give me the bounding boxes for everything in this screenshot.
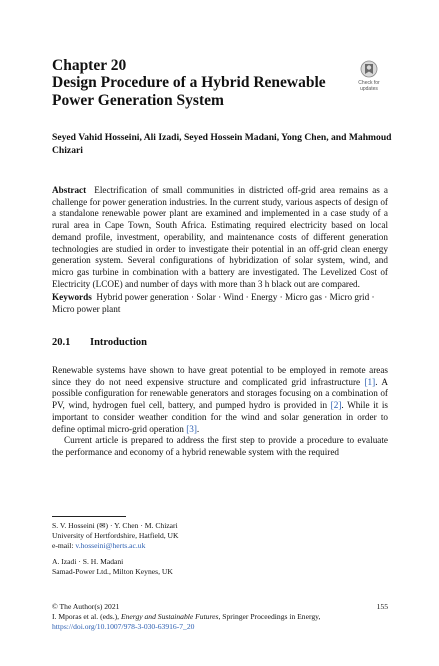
abstract-text: Electrification of small communities in districted off-grid area remains as a challenge for power generation industries. In the current study, various aspects of design of a standalone renewable power plant are examined and implemented in a case study of a rural area in Cape Town, South Africa. Estimating required electricity based on local demand profile, investment, operability, and maintenance costs of different generation technologies are studied in order to investigate their potential in an off-grid clean energy generation system. Several configurations of hybridization of solar system, wind, and micro gas turbine in combination with a battery are investigated. The Levelized Cost of Electricity (LCOE) and number of days with more than 3 h black out are compared. (52, 185, 388, 289)
footnote-divider (52, 516, 126, 517)
section-title: Introduction (90, 337, 147, 348)
citation-series: , Springer Proceedings in Energy, (218, 612, 321, 621)
paragraph-2: Current article is prepared to address the first step to provide a procedure to evaluate the performance and economy of a hybrid renewable system with the required (52, 435, 388, 457)
doi-link[interactable]: https://doi.org/10.1007/978-3-030-63916-7_20 (52, 622, 195, 631)
affiliation-block-1 (52, 521, 388, 551)
badge-line-1: Check for (358, 80, 380, 86)
citation-link-2[interactable]: [2] (330, 400, 342, 411)
paragraph-1 (52, 365, 388, 435)
citation-link-3[interactable]: [3] (186, 423, 197, 434)
citation-link-1[interactable]: [1] (364, 376, 376, 387)
author-list: Seyed Vahid Hosseini, Ali Izadi, Seyed Hossein Madani, Yong Chen, and Mahmoud Chizari (52, 132, 392, 156)
page-number: 155 (376, 602, 388, 611)
paragraph-1-part-b: . A possible configuration for renewable generators and storages focusing on a combination of PV, wind, hydrogen fuel cell, battery, and pumped hydro is provided in (52, 376, 388, 411)
page-footer (52, 602, 388, 632)
paragraph-1-part-d: . (196, 423, 200, 434)
chapter-title: Design Procedure of a Hybrid Renewable Power Generation System (52, 74, 326, 109)
keywords-text: Hybrid power generation · Solar · Wind · Energy · Micro gas · Micro grid · Micro power plant (52, 292, 375, 314)
copyright: © The Author(s) 2021 (52, 602, 120, 611)
chapter-label: Chapter 20 (52, 57, 127, 74)
section-heading (52, 337, 147, 348)
affiliation-1-institution: University of Hertfordshire, Hatfield, UK (52, 531, 179, 540)
check-for-updates-badge[interactable] (352, 60, 386, 96)
keywords-label: Keywords (52, 292, 92, 302)
check-for-updates-icon (360, 60, 378, 79)
affiliation-2-institution: Samad-Power Ltd., Milton Keynes, UK (52, 567, 173, 576)
paragraph-1-part-a: Renewable systems have shown to have great potential to be employed in remote areas since they do not need expensive structure and complicated grid infrastructure (52, 365, 388, 387)
badge-text (352, 80, 386, 92)
affiliation-1-authors: S. V. Hosseini (✉) · Y. Chen · M. Chizari (52, 521, 178, 530)
affiliation-2-authors: A. Izadi · S. H. Madani (52, 557, 124, 566)
affiliation-1-email-line (52, 541, 388, 551)
citation-line (52, 612, 388, 622)
body-text (52, 365, 388, 459)
keywords (52, 292, 388, 315)
affiliation-block-2 (52, 557, 388, 577)
footnotes (52, 521, 388, 583)
paragraph-1-part-c: . While it is important to consider weather condition for the wind and solar generation in order to define optimal micro-grid operation (52, 400, 388, 434)
section-number: 20.1 (52, 337, 71, 348)
abstract-label: Abstract (52, 185, 87, 195)
abstract (52, 185, 388, 290)
email-link[interactable]: v.hosseini@herts.ac.uk (75, 541, 146, 550)
badge-line-2: updates (360, 86, 378, 92)
email-label: e-mail: (52, 541, 76, 550)
citation-editors: I. Mporas et al. (eds.), (52, 612, 121, 621)
citation-book-title: Energy and Sustainable Futures (120, 612, 219, 621)
